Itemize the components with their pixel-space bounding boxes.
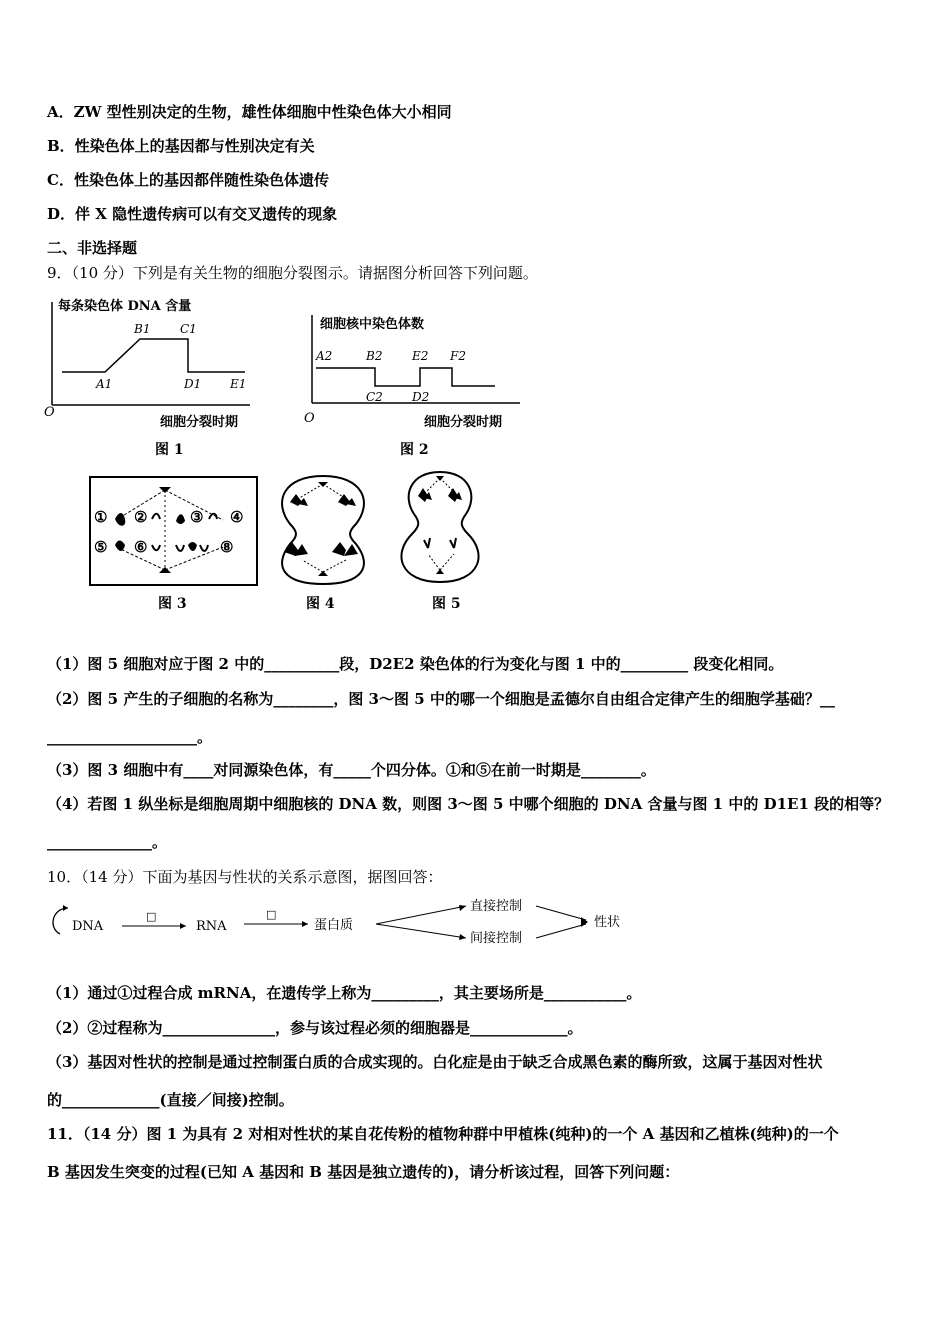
option-a: A．ZW 型性别决定的生物，雄性体细胞中性染色体大小相同 bbox=[47, 103, 452, 121]
fig2-curve bbox=[316, 368, 495, 386]
fig2-point-b2: B2 bbox=[366, 349, 383, 363]
q9-part-4a: （4）若图 1 纵坐标是细胞周期中细胞核的 DNA 数，则图 3～图 5 中哪个细胞的 DNA 含量与图 1 中的 D1E1 段的相等？ bbox=[47, 795, 890, 813]
option-d: D．伴 X 隐性遗传病可以有交叉遗传的现象 bbox=[47, 205, 338, 223]
fig4-caption: 图 4 bbox=[306, 596, 335, 612]
fig3-label-6: ⑥ bbox=[134, 538, 148, 556]
figure-3 bbox=[88, 475, 263, 615]
q10-part-3b: 的_____________(直接／间接)控制。 bbox=[47, 1091, 294, 1109]
diagram-rna: RNA bbox=[196, 919, 227, 934]
diagram-protein: 蛋白质 bbox=[314, 918, 354, 933]
q9-part-1: （1）图 5 细胞对应于图 2 中的__________段，D2E2 染色体的行为变化与图 1 中的_________ 段变化相同。 bbox=[47, 655, 784, 673]
fig2-origin: O bbox=[304, 411, 315, 426]
fig3-caption: 图 3 bbox=[158, 596, 187, 612]
fig1-xlabel: 细胞分裂时期 bbox=[160, 415, 239, 430]
fig2-caption: 图 2 bbox=[400, 442, 429, 458]
fig1-point-c1: C1 bbox=[180, 322, 197, 336]
fig3-label-8: ⑧ bbox=[220, 538, 234, 556]
diagram-indirect: 间接控制 bbox=[470, 931, 523, 946]
q9-stem: 9．（10 分）下列是有关生物的细胞分裂图示。请据图分析回答下列问题。 bbox=[47, 264, 538, 282]
fig1-ylabel: 每条染色体 DNA 含量 bbox=[58, 299, 192, 314]
diagram-trait: 性状 bbox=[594, 915, 621, 930]
option-b: B．性染色体上的基因都与性别决定有关 bbox=[47, 137, 315, 155]
diagram-direct: 直接控制 bbox=[470, 899, 523, 914]
fig1-curve bbox=[62, 339, 245, 372]
q10-part-3a: （3）基因对性状的控制是通过控制蛋白质的合成实现的。白化症是由于缺乏合成黑色素的酶所致，这属于基因对性状 bbox=[47, 1053, 823, 1071]
fig3-label-1: ① bbox=[94, 508, 108, 526]
figure-1 bbox=[40, 292, 270, 462]
q9-part-3: （3）图 3 细胞中有____对同源染色体，有_____个四分体。①和⑤在前一时期是________。 bbox=[47, 761, 656, 779]
q10-stem: 10．（14 分）下面为基因与性状的关系示意图，据图回答： bbox=[47, 868, 443, 886]
fig1-point-d1: D1 bbox=[184, 377, 202, 391]
fig2-point-a2: A2 bbox=[316, 349, 333, 363]
fig2-point-c2: C2 bbox=[366, 390, 383, 404]
fig2-ylabel: 细胞核中染色体数 bbox=[320, 317, 425, 332]
fig1-point-b1: B1 bbox=[134, 322, 151, 336]
fig2-point-d2: D2 bbox=[412, 390, 430, 404]
q11-stem-a: 11．（14 分）图 1 为具有 2 对相对性状的某自花传粉的植物种群中甲植株(纯种)的一个 A 基因和乙植株(纯种)的一个 bbox=[47, 1125, 839, 1143]
fig5-caption: 图 5 bbox=[432, 596, 461, 612]
q9-part-2b: ____________________。 bbox=[47, 728, 213, 746]
figure-5 bbox=[388, 468, 498, 617]
diagram-step-2: □ bbox=[266, 908, 277, 921]
fig1-origin: O bbox=[44, 405, 55, 420]
q10-part-2: （2）②过程称为_______________，参与该过程必须的细胞器是_____________。 bbox=[47, 1019, 583, 1037]
q10-part-1: （1）通过①过程合成 mRNA，在遗传学上称为_________，其主要场所是___________。 bbox=[47, 984, 642, 1002]
q9-part-2a: （2）图 5 产生的子细胞的名称为________，图 3～图 5 中的哪一个细胞是孟德尔自由组合定律产生的细胞学基础？__ bbox=[47, 690, 835, 708]
fig1-caption: 图 1 bbox=[155, 442, 184, 458]
figure-2 bbox=[300, 310, 540, 462]
fig3-label-4: ④ bbox=[230, 508, 244, 526]
gene-trait-diagram bbox=[46, 894, 646, 950]
diagram-dna: DNA bbox=[72, 919, 104, 934]
section-title: 二、非选择题 bbox=[47, 239, 138, 257]
fig3-label-2: ② bbox=[134, 508, 148, 526]
q11-stem-b: B 基因发生突变的过程(已知 A 基因和 B 基因是独立遗传的)，请分析该过程，回答下列问题： bbox=[47, 1163, 680, 1181]
fig2-xlabel: 细胞分裂时期 bbox=[424, 415, 503, 430]
diagram-step-1: □ bbox=[146, 910, 157, 923]
fig1-point-e1: E1 bbox=[230, 377, 247, 391]
option-c: C．性染色体上的基因都伴随性染色体遗传 bbox=[47, 171, 329, 189]
fig2-point-f2: F2 bbox=[450, 349, 466, 363]
fig2-point-e2: E2 bbox=[412, 349, 429, 363]
fig3-label-3: ③ bbox=[190, 508, 204, 526]
fig3-label-5: ⑤ bbox=[94, 538, 108, 556]
fig1-point-a1: A1 bbox=[96, 377, 113, 391]
q9-part-4b: ______________。 bbox=[47, 833, 168, 851]
figure-4 bbox=[268, 472, 378, 617]
